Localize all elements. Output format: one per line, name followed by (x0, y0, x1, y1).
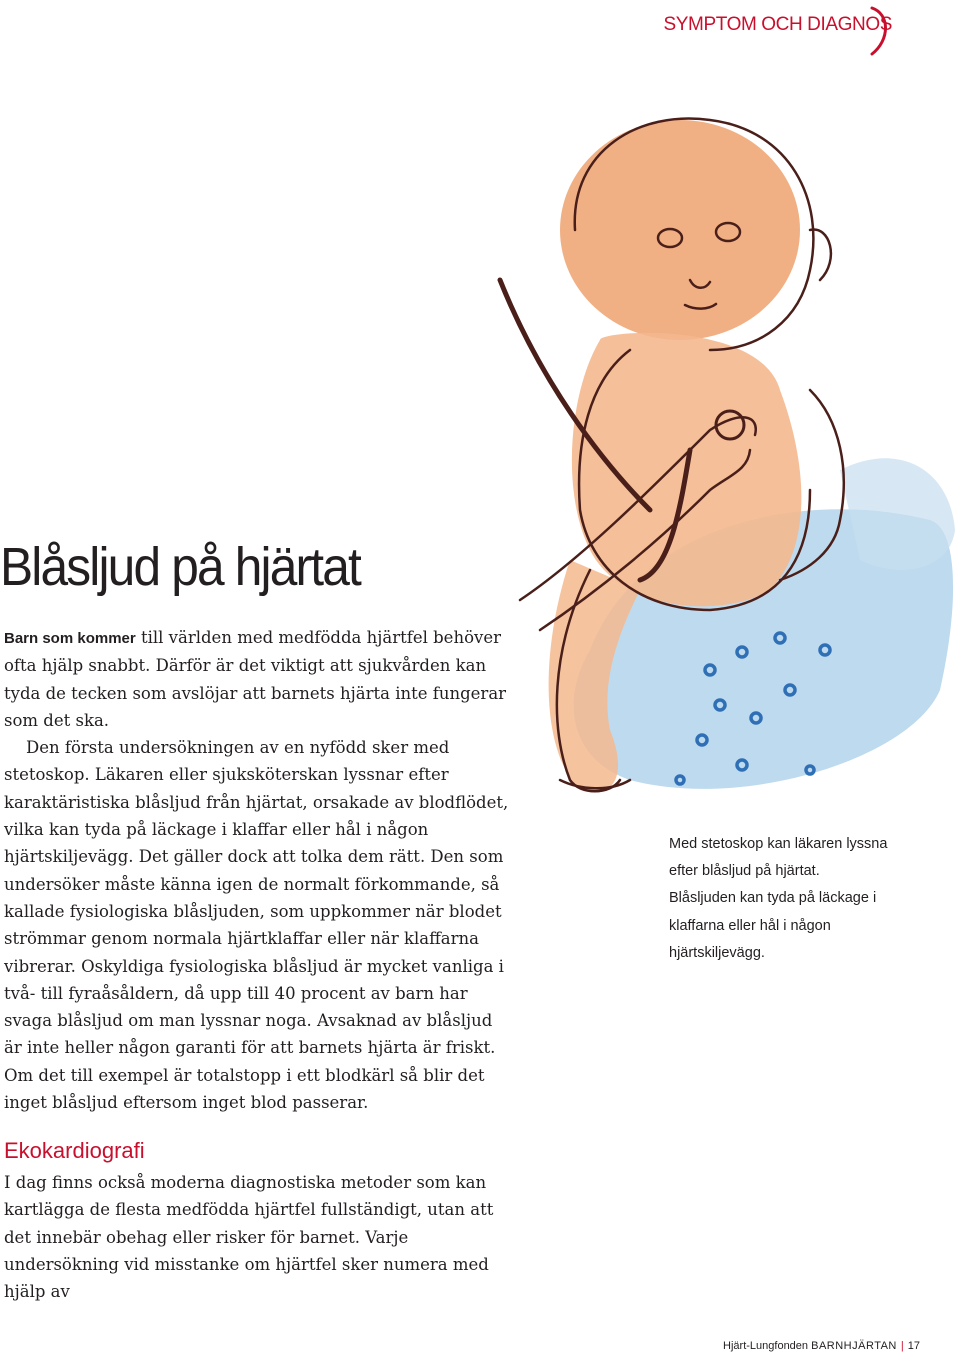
footer-publication: BARNHJÄRTAN (811, 1340, 897, 1352)
page-title: Blåsljud på hjärtat (0, 537, 360, 597)
section-2-text (4, 1169, 514, 1305)
lead-in: Barn som kommer (4, 630, 136, 647)
heart-curve-icon (868, 6, 890, 58)
illustration-caption: Med stetoskop kan läkaren lyssna efter blåsljud på hjärtat. Blåsljuden kan tyda på läckage i klaffarna eller hål i någon hjärtskiljevägg. (669, 836, 888, 961)
intro-paragraph-1-text: till världen med medfödda hjärtfel behöver ofta hjälp snabbt. Därför är det viktigt att sjukvården kan tyda de tecken som avslöjar att barnets hjärta inte fungerar som det ska. (4, 628, 507, 730)
footer-separator: | (900, 1340, 904, 1352)
page-number: 17 (907, 1340, 920, 1352)
section-2-paragraph: I dag finns också moderna diagnostiska metoder som kan kartlägga de flesta medfödda hjärtfel fullständigt, utan att det innebär obehag eller risker för barnet. Varje undersökning vid misstanke om hjärtfel sker numera med hjälp av (4, 1173, 494, 1302)
intro-paragraph-2: Den första undersökningen av en nyfödd sker med stetoskop. Läkaren eller sjuksköterskan lyssnar efter karaktäristiska blåsljud från hjärtat, orsakade av blodflödet, vilka kan tyda på läckage i klaffar eller hål i någon hjärtskiljevägg. Det gäller dock att tolka dem rätt. Den som undersöker måste känna igen de normalt förkommande, så kallade fysiologiska blåsljuden, som uppkommer när blodet strömmar genom normala hjärtklaffar eller när klaffarna vibrerar. Oskyldiga fysiologiska blåsljud är mycket vanliga i två- till fyraåsåldern, då upp till 40 procent av barn har svaga blåsljud om man lyssnar noga. Avsaknad av blåsljud är inte heller någon garanti för att barnets hjärta är friskt. Om det till exempel är totalstopp i ett blodkärl så blir det inget blåsljud eftersom inget blod passerar. (4, 738, 509, 1113)
page-footer (723, 1340, 920, 1352)
footer-publisher: Hjärt-Lungfonden (723, 1340, 809, 1352)
section-heading-ekokardiografi: Ekokardiografi (4, 1138, 145, 1163)
intro-paragraph-1 (4, 624, 514, 734)
section-header: SYMPTOM OCH DIAGNOS (663, 14, 892, 35)
intro-text (4, 624, 514, 1116)
baby-stethoscope-illustration (480, 90, 960, 810)
